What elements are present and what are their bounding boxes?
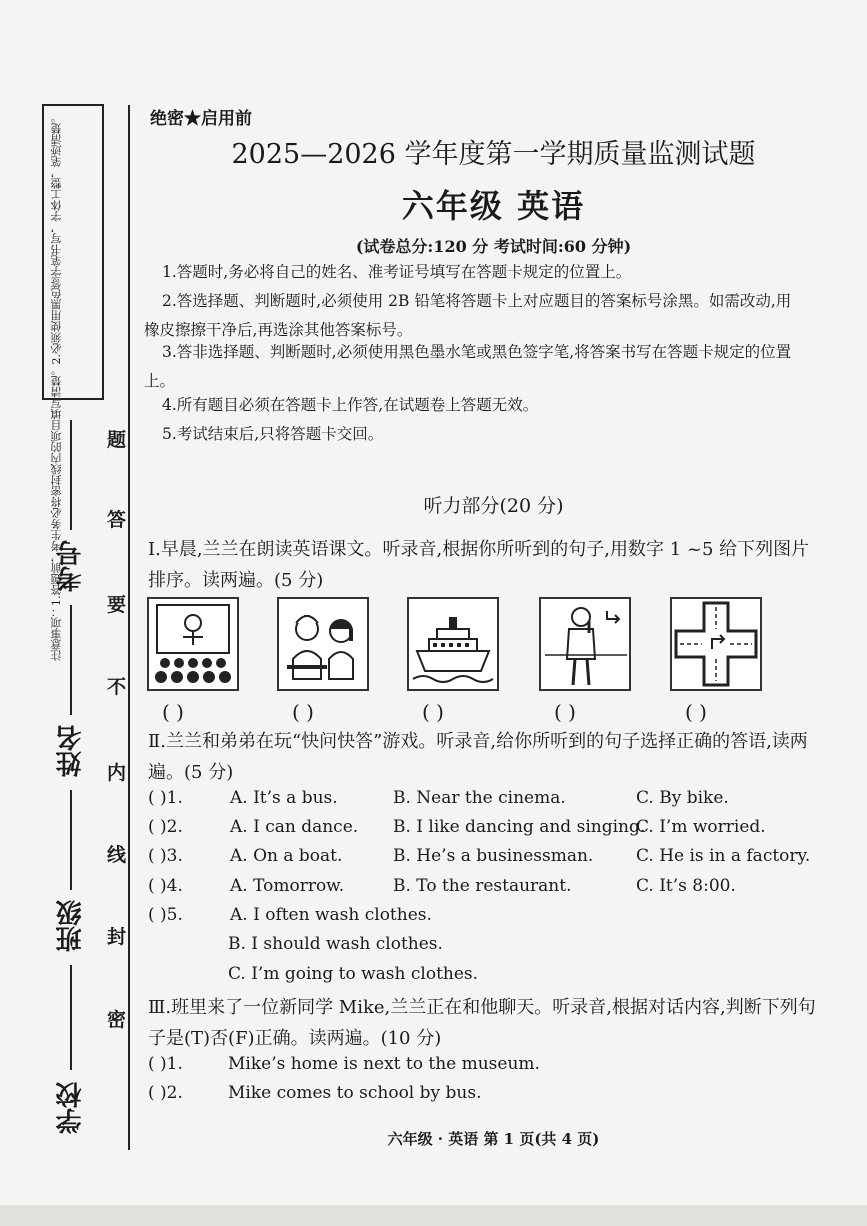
instruction-1: 1.答题时,务必将自己的姓名、准考证号填写在答题卡规定的位置上。 — [162, 263, 632, 281]
q2-option-a: A. Tomorrow. — [230, 876, 345, 896]
seal-char: 封 — [107, 926, 127, 948]
q3-item-num[interactable]: ( )1. — [148, 1054, 183, 1074]
seal-char: 不 — [107, 676, 127, 698]
crossroad-picture — [670, 597, 762, 691]
q3-statement: Mike’s home is next to the museum. — [228, 1054, 540, 1074]
instruction-5: 5.考试结束后,只将答题卡交回。 — [162, 425, 384, 443]
doctor-picture — [277, 597, 369, 691]
q2-option-a: A. It’s a bus. — [230, 788, 338, 808]
seal-char: 题 — [107, 429, 127, 451]
exam-meta: (试卷总分:120 分 考试时间:60 分钟) — [355, 237, 632, 256]
binding-line — [128, 105, 130, 1150]
field-line — [70, 605, 72, 715]
cinema-picture — [147, 597, 239, 691]
q2-option-b: B. He’s a businessman. — [393, 846, 594, 866]
q2-item-num[interactable]: ( )2. — [148, 817, 183, 837]
instruction-4: 4.所有题目必须在答题卡上作答,在试题卷上答题无效。 — [162, 396, 539, 414]
q2-option-b: B. I should wash clothes. — [228, 934, 443, 954]
q2-option-b: B. I like dancing and singing. — [393, 817, 646, 837]
seal-char: 答 — [107, 509, 127, 531]
q2-item-num[interactable]: ( )5. — [148, 905, 183, 925]
field-school: 学校 — [56, 1082, 86, 1134]
bottom-bar — [0, 1205, 867, 1226]
notice-text: 注意事项：1.答题前，考生务必将密封线内的项目填写清楚。2.必须使用黑色签字笔书写，字体工整，笔迹清楚。 — [50, 112, 63, 661]
section-title: 听力部分(20 分) — [423, 495, 564, 517]
exam-title: 2025—2026 学年度第一学期质量监测试题 — [231, 139, 756, 170]
q2-option-a: A. On a boat. — [230, 846, 343, 866]
instruction-3: 3.答非选择题、判断题时,必须使用黑色墨水笔或黑色签字笔,将答案书写在答题卡规定的位置上。 — [144, 343, 792, 390]
answer-paren-5[interactable]: ( ) — [685, 700, 707, 724]
answer-paren-4[interactable]: ( ) — [554, 700, 576, 724]
q2-option-a: A. I often wash clothes. — [230, 905, 432, 925]
q3-item-num[interactable]: ( )2. — [148, 1083, 183, 1103]
q2-item-num[interactable]: ( )4. — [148, 876, 183, 896]
man-phone-picture — [539, 597, 631, 691]
seal-char: 要 — [107, 594, 127, 616]
answer-paren-3[interactable]: ( ) — [422, 700, 444, 724]
q2-item-num[interactable]: ( )1. — [148, 788, 183, 808]
q2-item-num[interactable]: ( )3. — [148, 846, 183, 866]
answer-paren-2[interactable]: ( ) — [292, 700, 314, 724]
page-footer: 六年级 · 英语 第 1 页(共 4 页) — [387, 1130, 600, 1148]
seal-char: 密 — [107, 1009, 127, 1031]
question-1-heading: Ⅰ.早晨,兰兰在朗读英语课文。听录音,根据你所听到的句子,用数字 1 ~5 给下列图片排序。读两遍。(5 分) — [148, 539, 810, 591]
field-class: 班级 — [56, 900, 86, 952]
q3-statement: Mike comes to school by bus. — [228, 1083, 482, 1103]
q2-option-c: C. I’m going to wash clothes. — [228, 964, 479, 984]
seal-char: 内 — [107, 762, 127, 784]
field-exam-number: 考号 — [56, 540, 86, 592]
answer-paren-1[interactable]: ( ) — [162, 700, 184, 724]
field-name: 姓名 — [56, 725, 86, 777]
field-line — [70, 965, 72, 1070]
field-line — [70, 790, 72, 890]
q2-option-c: C. It’s 8:00. — [636, 876, 736, 896]
q2-option-c: C. I’m worried. — [636, 817, 766, 837]
exam-subject: 六年级 英语 — [401, 187, 586, 225]
q2-option-c: C. By bike. — [636, 788, 729, 808]
q2-option-b: B. To the restaurant. — [393, 876, 572, 896]
secret-label: 绝密★启用前 — [150, 109, 252, 129]
question-2-heading: Ⅱ.兰兰和弟弟在玩“快问快答”游戏。听录音,给你所听到的句子选择正确的答语,读两遍。(5 分) — [148, 731, 808, 783]
q2-option-c: C. He is in a factory. — [636, 846, 811, 866]
field-line — [70, 420, 72, 530]
q2-option-a: A. I can dance. — [230, 817, 359, 837]
instruction-2: 2.答选择题、判断题时,必须使用 2B 铅笔将答题卡上对应题目的答案标号涂黑。如需改动,用橡皮擦擦干净后,再选涂其他答案标号。 — [144, 292, 792, 339]
seal-char: 线 — [107, 844, 127, 866]
ship-picture — [407, 597, 499, 691]
question-3-heading: Ⅲ.班里来了一位新同学 Mike,兰兰正在和他聊天。听录音,根据对话内容,判断下列句子是(T)否(F)正确。读两遍。(10 分) — [148, 997, 816, 1049]
q2-option-b: B. Near the cinema. — [393, 788, 566, 808]
